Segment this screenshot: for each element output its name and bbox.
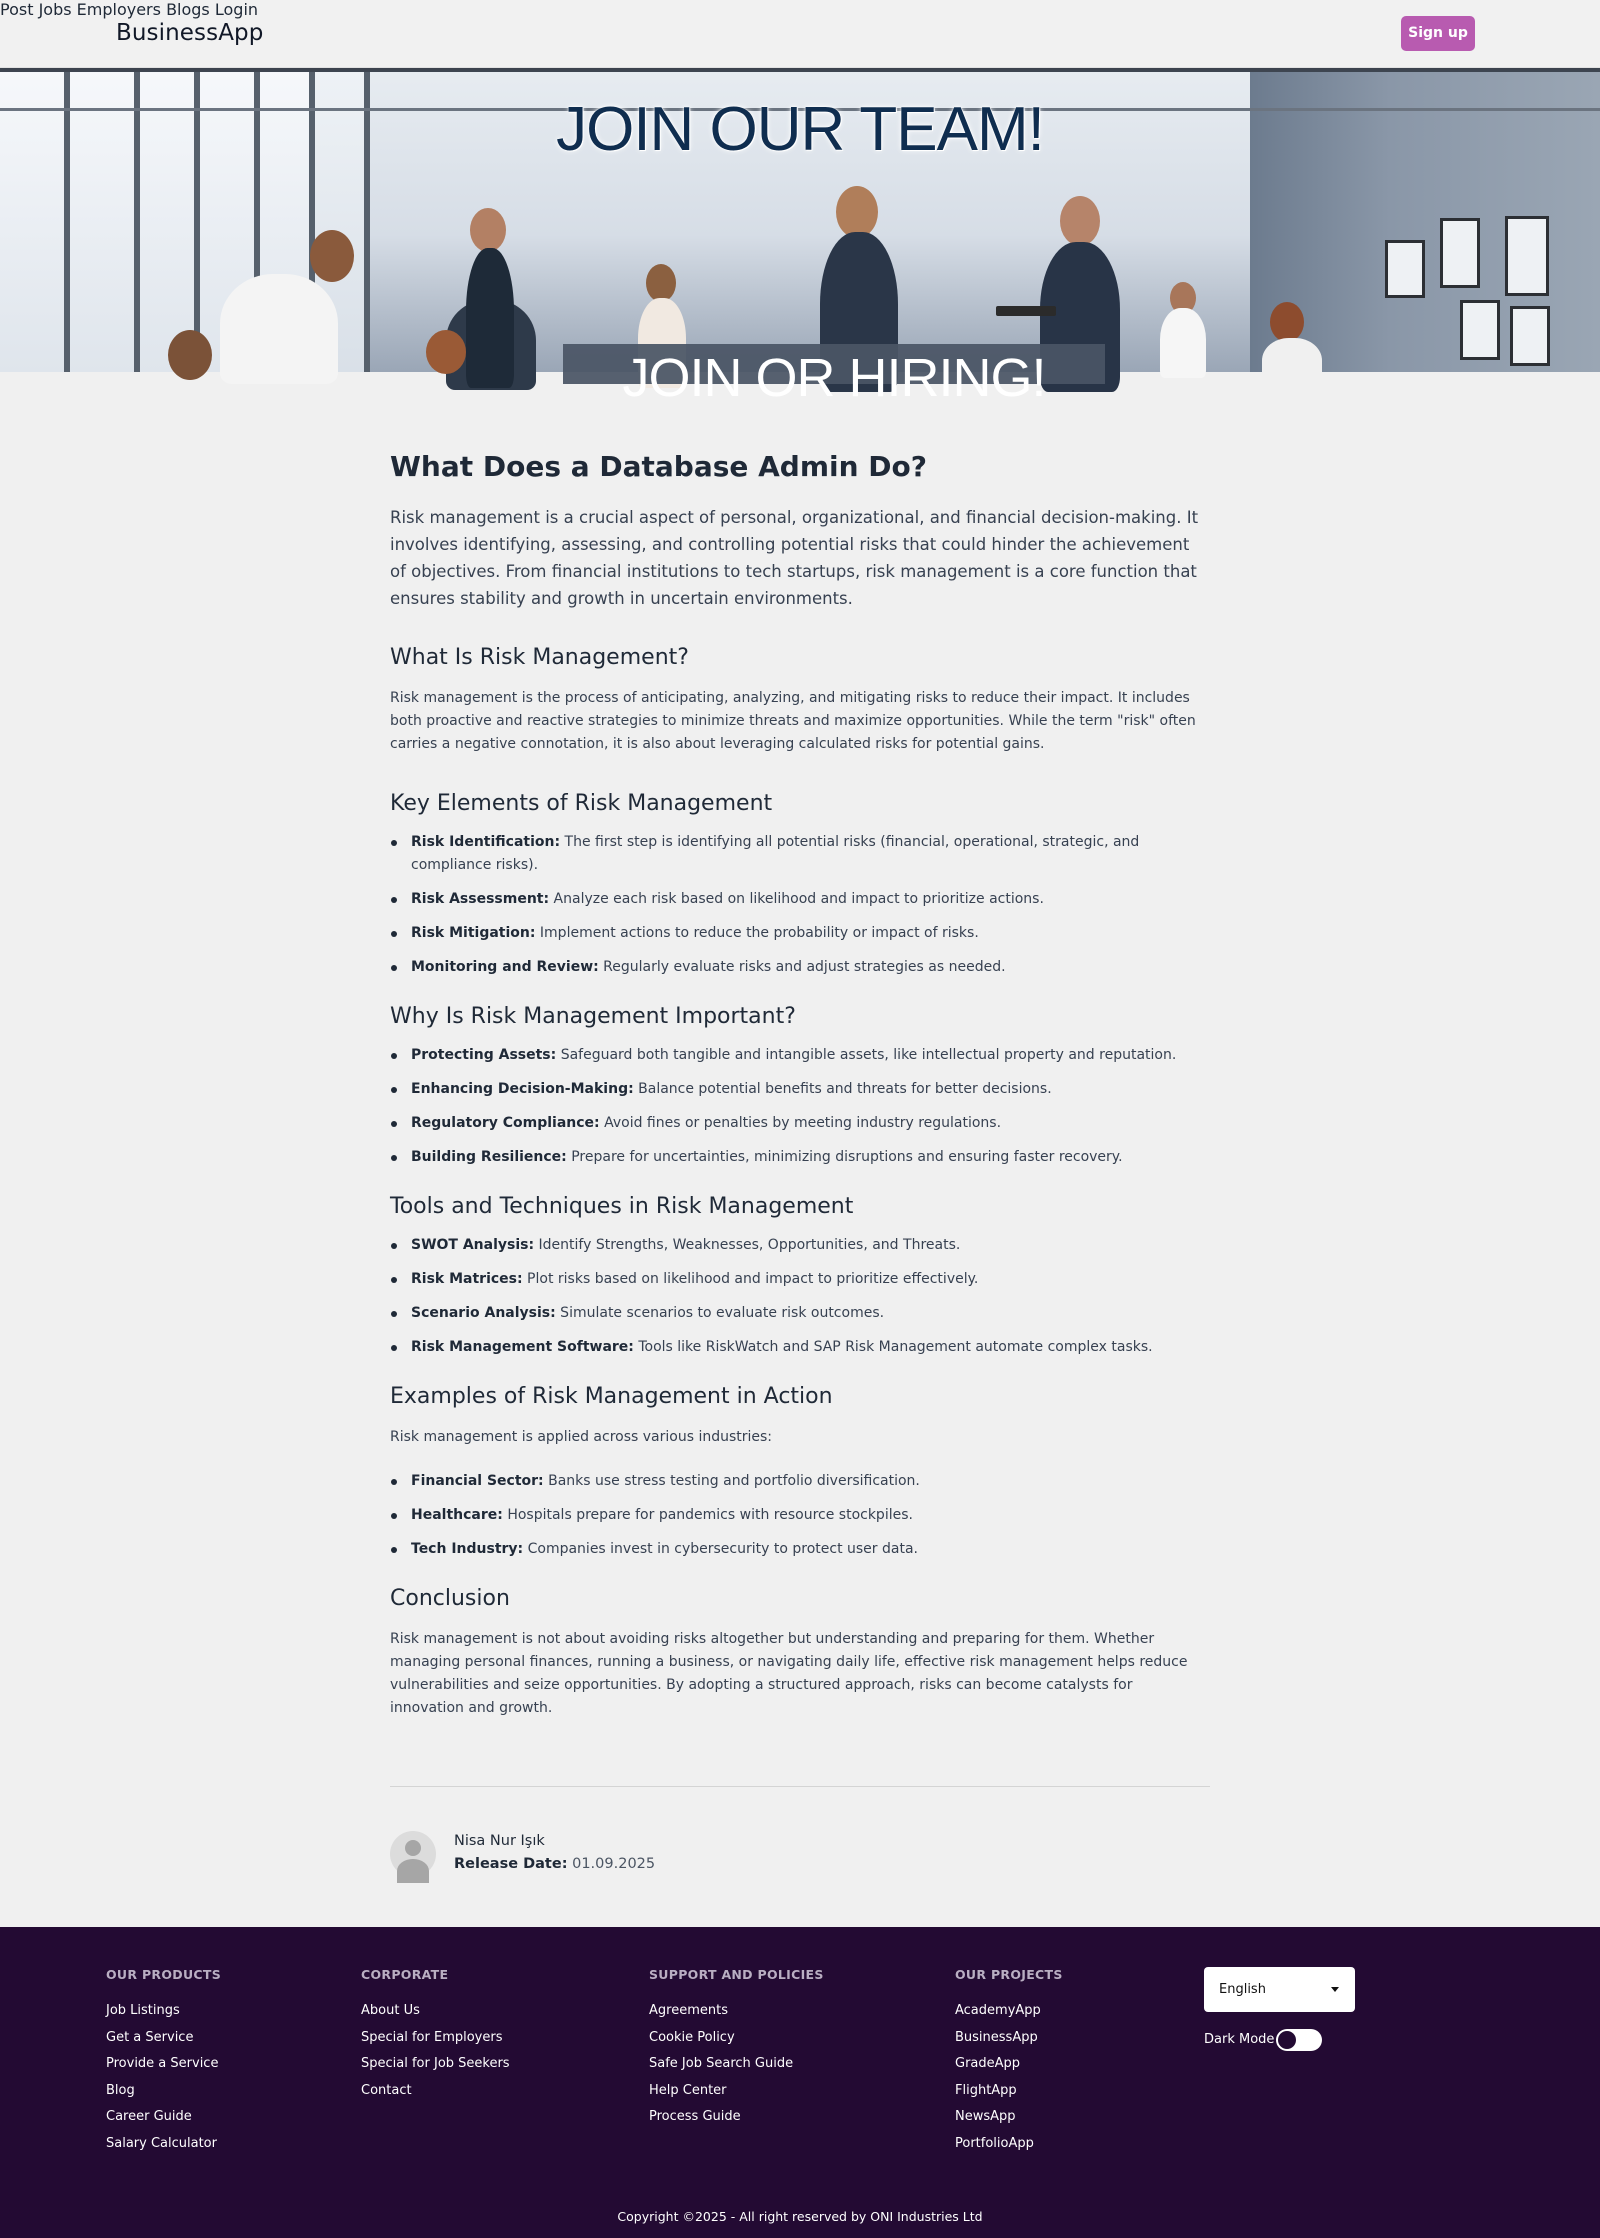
list-item	[390, 1234, 1210, 1257]
brand-logo[interactable]: BusinessApp	[116, 20, 264, 46]
list-item-term: Risk Assessment:	[411, 891, 550, 907]
footer-link[interactable]: NewsApp	[955, 2109, 1016, 2124]
footer-link[interactable]: Contact	[361, 2082, 412, 2098]
footer-link[interactable]: Job Listings	[106, 2003, 180, 2018]
list-item	[390, 1302, 1210, 1325]
key-elements-list	[390, 831, 1210, 979]
tools-list	[390, 1234, 1210, 1359]
list-item-term: Enhancing Decision-Making:	[411, 1081, 634, 1097]
language-select-value: English	[1219, 1982, 1266, 1997]
dark-mode-label: Dark Mode	[1204, 2032, 1275, 2047]
footer	[0, 1927, 1600, 2238]
list-item-text: Companies invest in cybersecurity to protect user data.	[523, 1541, 918, 1557]
examples-list	[390, 1470, 1210, 1561]
list-item	[390, 1336, 1210, 1359]
list-item	[390, 1044, 1210, 1067]
footer-link[interactable]: BusinessApp	[955, 2029, 1038, 2045]
footer-link[interactable]: AcademyApp	[955, 2003, 1041, 2018]
list-item-term: Tech Industry:	[411, 1541, 524, 1557]
release-date	[454, 1856, 655, 1872]
footer-link[interactable]: Salary Calculator	[106, 2135, 217, 2151]
footer-col-title: SUPPORT AND POLICIES	[649, 1967, 824, 1982]
section-heading: Tools and Techniques in Risk Management	[390, 1194, 854, 1219]
footer-link[interactable]: Special for Employers	[361, 2029, 503, 2045]
footer-link[interactable]: Safe Job Search Guide	[649, 2056, 794, 2071]
list-item-text: Safeguard both tangible and intangible assets, like intellectual property and reputation.	[556, 1047, 1177, 1063]
list-item	[390, 1538, 1210, 1561]
list-item-text: Plot risks based on likelihood and impact to prioritize effectively.	[522, 1271, 979, 1287]
footer-link[interactable]: Provide a Service	[106, 2056, 219, 2071]
list-item-term: Protecting Assets:	[411, 1047, 557, 1063]
avatar	[390, 1831, 436, 1877]
list-item-text: Tools like RiskWatch and SAP Risk Management automate complex tasks.	[633, 1339, 1153, 1355]
list-item	[390, 922, 1210, 945]
toggle-knob	[1278, 2031, 1296, 2049]
list-item-text: Balance potential benefits and threats for better decisions.	[633, 1081, 1052, 1097]
footer-link[interactable]: Special for Job Seekers	[361, 2056, 510, 2071]
footer-link[interactable]: GradeApp	[955, 2056, 1021, 2071]
release-date-label: Release Date:	[454, 1856, 568, 1872]
article-title: What Does a Database Admin Do?	[390, 450, 928, 483]
release-date-value: 01.09.2025	[572, 1856, 656, 1872]
section-body: Risk management is not about avoiding risks altogether but understanding and preparing for them. Whether managing personal finances, running a business, or navigating daily life, effective risk management helps reduce vulnerabilities and seize opportunities. By adopting a structured approach, risks can become catalysts for innovation and growth.	[390, 1631, 1188, 1716]
list-item	[390, 1146, 1210, 1169]
author-name: Nisa Nur Işık	[454, 1833, 545, 1849]
list-item-text: Simulate scenarios to evaluate risk outcomes.	[555, 1305, 885, 1321]
language-select[interactable]	[1204, 1967, 1355, 2012]
nav-employers[interactable]: Employers	[76, 0, 161, 19]
section-body: Risk management is the process of anticipating, analyzing, and mitigating risks to reduce their impact. It includes both proactive and reactive strategies to minimize threats and maximize opportunities. While the term "risk" often carries a negative connotation, it is also about leveraging calculated risks for potential gains.	[390, 690, 1196, 752]
list-item-term: Risk Management Software:	[411, 1339, 634, 1355]
section-heading: Conclusion	[390, 1586, 510, 1611]
list-item-text: Avoid fines or penalties by meeting industry regulations.	[599, 1115, 1002, 1131]
list-item-term: Monitoring and Review:	[411, 959, 599, 975]
user-icon	[405, 1840, 421, 1856]
nav-login[interactable]: Login	[214, 0, 259, 19]
caret-down-icon	[1331, 1987, 1339, 1992]
footer-col-support	[649, 1967, 824, 2131]
dark-mode-toggle[interactable]	[1276, 2029, 1322, 2051]
signup-button[interactable]: Sign up	[1401, 16, 1475, 51]
hero-banner-image	[0, 68, 1600, 408]
footer-link[interactable]: Cookie Policy	[649, 2029, 735, 2045]
footer-col-title: OUR PRODUCTS	[106, 1967, 221, 1982]
list-item-text: Analyze each risk based on likelihood and impact to prioritize actions.	[549, 891, 1044, 907]
list-item-term: Scenario Analysis:	[411, 1305, 556, 1321]
footer-link[interactable]: Blog	[106, 2082, 135, 2098]
list-item-text: Implement actions to reduce the probability or impact of risks.	[535, 925, 979, 941]
top-navbar	[0, 0, 1600, 68]
importance-list	[390, 1044, 1210, 1169]
list-item-term: Risk Mitigation:	[411, 925, 536, 941]
article	[390, 448, 1210, 1720]
list-item-text: Regularly evaluate risks and adjust strategies as needed.	[598, 959, 1006, 975]
footer-link[interactable]: Career Guide	[106, 2109, 192, 2124]
footer-link[interactable]: PortfolioApp	[955, 2135, 1034, 2151]
list-item-term: Risk Matrices:	[411, 1271, 523, 1287]
copyright: Copyright ©2025 - All right reserved by ONI Industries Ltd	[617, 2209, 983, 2224]
section-heading: Examples of Risk Management in Action	[390, 1384, 833, 1409]
footer-col-projects	[955, 1967, 1063, 2157]
nav-blogs[interactable]: Blogs	[166, 0, 210, 19]
list-item	[390, 1268, 1210, 1291]
footer-link[interactable]: Get a Service	[106, 2029, 194, 2045]
list-item-term: Risk Identification:	[411, 834, 561, 850]
list-item	[390, 1112, 1210, 1135]
list-item-text: Prepare for uncertainties, minimizing disruptions and ensuring faster recovery.	[566, 1149, 1123, 1165]
list-item	[390, 888, 1210, 911]
list-item-term: Financial Sector:	[411, 1473, 544, 1489]
list-item-term: Building Resilience:	[411, 1149, 567, 1165]
list-item-text: The first step is identifying all potential risks (financial, operational, strategic, and compliance risks).	[411, 834, 1140, 873]
footer-col-title: OUR PROJECTS	[955, 1967, 1063, 1982]
list-item-term: Healthcare:	[411, 1507, 503, 1523]
list-item-text: Hospitals prepare for pandemics with resource stockpiles.	[502, 1507, 913, 1523]
footer-link[interactable]: Help Center	[649, 2082, 727, 2098]
nav-post-jobs[interactable]: Post Jobs	[0, 0, 72, 19]
list-item	[390, 1470, 1210, 1493]
list-item	[390, 831, 1210, 877]
list-item-term: Regulatory Compliance:	[411, 1115, 600, 1131]
section-heading: Why Is Risk Management Important?	[390, 1004, 796, 1029]
section-body: Risk management is applied across various industries:	[390, 1429, 773, 1445]
footer-link[interactable]: Process Guide	[649, 2109, 741, 2124]
list-item	[390, 1078, 1210, 1101]
article-divider	[390, 1786, 1210, 1787]
footer-col-corporate	[361, 1967, 510, 2104]
footer-col-title: CORPORATE	[361, 1967, 449, 1982]
footer-link[interactable]: FlightApp	[955, 2082, 1017, 2098]
list-item-text: Banks use stress testing and portfolio diversification.	[543, 1473, 920, 1489]
list-item-term: SWOT Analysis:	[411, 1237, 535, 1253]
hero-title: JOIN OUR TEAM!	[556, 95, 1044, 164]
footer-link[interactable]: About Us	[361, 2003, 420, 2018]
footer-link[interactable]: Agreements	[649, 2003, 728, 2018]
list-item	[390, 956, 1210, 979]
footer-col-products	[106, 1967, 221, 2157]
list-item	[390, 1504, 1210, 1527]
section-heading: Key Elements of Risk Management	[390, 791, 773, 816]
section-heading: What Is Risk Management?	[390, 645, 689, 670]
list-item-text: Identify Strengths, Weaknesses, Opportunities, and Threats.	[534, 1237, 961, 1253]
hero-banner-text: JOIN OR HIRING!	[622, 348, 1046, 408]
article-lead: Risk management is a crucial aspect of personal, organizational, and financial decision-making. It involves identifying, assessing, and controlling potential risks that could hinder the achievement of objectives. From financial institutions to tech startups, risk management is a core function that ensures stability and growth in uncertain environments.	[390, 508, 1199, 608]
